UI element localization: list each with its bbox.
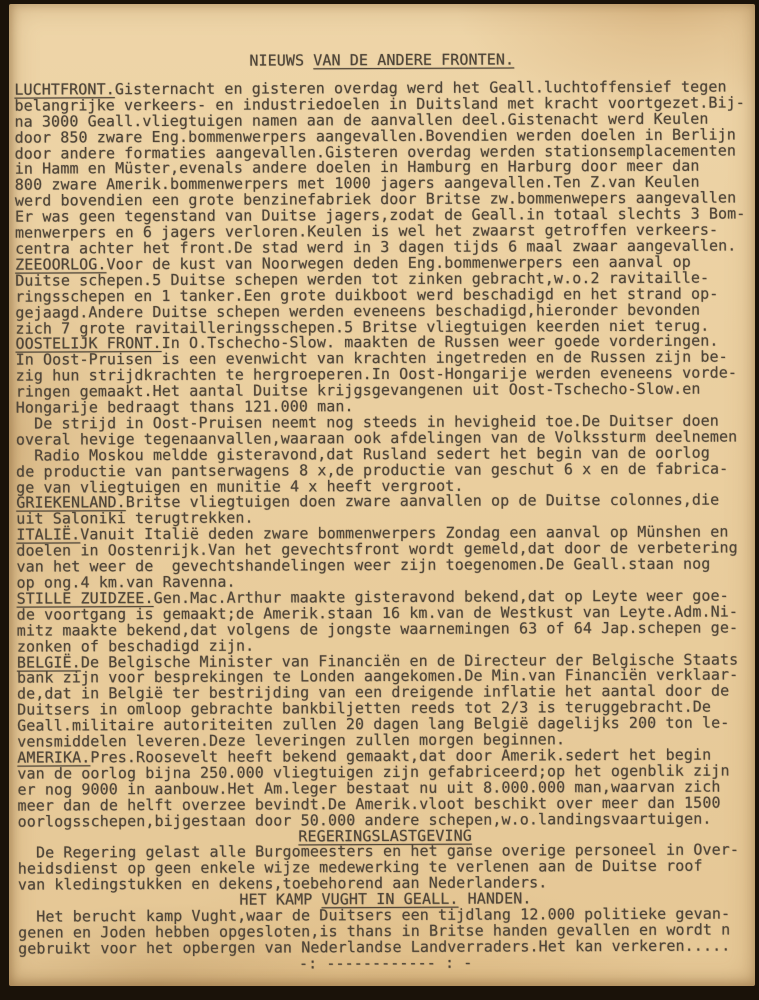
section-heading: GRIEKENLAND. (16, 493, 126, 513)
line-text: gejaagd.Andere Duitse schepen werden eveneens beschadigd,hieronder bevonden (15, 300, 701, 322)
line-text: van kledingstukken en dekens,toebehorend aan Nederlanders. (17, 873, 548, 894)
section-heading: ITALIË. (16, 525, 81, 544)
section-heading: VUGHT IN GEALL. (321, 889, 459, 909)
line-text: genen en Joden hebben opgesloten,is thans in Britse handen gevallen en wordt n (18, 920, 731, 942)
line-text: van de oorlog bijna 250.000 vliegtuigen zijn gefabriceerd;op het ogenblik zijn (17, 761, 730, 783)
section-heading: ZEEOORLOG. (15, 255, 107, 274)
line-text: op ong.4 km.van Ravenna. (16, 572, 236, 592)
line-text: de,dat in België ter bestrijding van een dreigende inflatie het aantal door de (16, 681, 730, 703)
line-text: zig hun strijdkrachten te hergroeperen.In Oost-Hongarije werden eveneens vorde- (15, 363, 737, 385)
line-text: ge van vliegtuigen en munitie 4 x heeft vergroot. (16, 476, 464, 497)
line-text: centra achter het front.De stad werd in 3 dagen tijds 6 maal zwaar aangevallen. (15, 236, 737, 258)
document-title (14, 51, 749, 70)
line-text: De Belgische Minister van Financiën en de Directeur der Belgische Staats (80, 649, 739, 671)
line-text: oorlogsschepen,bijgestaan door 50.000 andere schepen,w.o.landingsvaartuigen. (17, 809, 712, 831)
line-text: Geall.militaire autoriteiten zullen 20 dagen lang België dagelijks 200 ton le- (17, 713, 730, 735)
section-heading: AMERIKA. (17, 748, 91, 767)
line-text: ringen gemaakt.Het aantal Duitse krijgsgevangenen uit Oost-Tschecho-Slow.en (15, 379, 701, 401)
line-text: meer dan de helft overzee bevindt.De Amerik.vloot beschikt over meer dan 1500 (17, 793, 721, 815)
line-text: menwerpers en 6 jagers verloren.Keulen is wel het zwaarst getroffen verkeers- (14, 220, 719, 242)
line-text: er nog 9000 in aanbouw.Het Am.leger bestaat nu uit 8.000.000 man,waarvan zich (17, 777, 721, 799)
line-text: Britse vliegtuigen doen zware aanvallen op de Duitse colonnes,die (125, 491, 720, 512)
section-heading: BELGIË. (16, 652, 81, 672)
line-text: 800 zware Amerik.bommenwerpers met 1000 jagers aangevallen.Ten Z.van Keulen (14, 172, 700, 194)
line-text: in Hamm en Müster,evenals andere doelen in Hamburg en Harburg door meer dan (14, 157, 700, 179)
line-text: belangrijke verkeers- en industriedoelen in Duitsland met kracht voortgezet.Bij- (14, 93, 745, 115)
line-text: De Regering gelast alle Burgomeesters en het ganse overige personeel in Over- (17, 840, 740, 863)
line-text: de productie van pantserwagens 8 x,de productie van geschut 6 x en de fabrica- (15, 459, 729, 481)
line-text: Pres.Roosevelt heeft bekend gemaakt,dat door Amerik.sedert het begin (90, 745, 712, 767)
line-text: de voortgang is gemaakt;de Amerik.staan 16 km.van de Westkust van Leyte.Adm.Ni- (16, 602, 739, 624)
line-text: vensmiddelen leveren.Deze leveringen zullen morgen beginnen. (17, 730, 566, 751)
line-text: Hongarije bedraagt thans 121.000 man. (15, 397, 354, 417)
line-text: In O.Tschecho-Slow. maakten de Russen weer goede vorderingen. (161, 331, 719, 353)
title-underlined-text: VAN DE ANDERE FRONTEN. (313, 50, 515, 70)
line-text: Radio Moskou meldde gisteravond,dat Rusland sedert het begin van de oorlog (15, 443, 710, 465)
line-prefix-text: HET KAMP (239, 890, 322, 909)
line-text: zonken of beschadigd zijn. (16, 636, 255, 656)
line-text: Gisternacht en gisteren overdag werd het Geall.luchtoffensief tegen (114, 77, 727, 99)
line-text: HANDEN. (458, 889, 532, 908)
line-text: bank zijn voor besprekingen te Londen aangekomen.De Min.van Financiën verklaar- (16, 665, 739, 688)
section-heading: LUCHTFRONT. (14, 80, 115, 99)
line-text: na 3000 Geall.vliegtuigen namen aan de aanvallen deel.Gistenacht werd Keulen (14, 109, 709, 131)
line-text: door andere formaties aangevallen.Gisteren overdag werden stationsemplacementen (14, 140, 737, 163)
line-text: mitz maakte bekend,dat volgens de jongste waarnemingen 63 of 64 Jap.schepen ge- (16, 618, 739, 640)
section-heading: REGERINGSLASTGEVING (298, 826, 472, 845)
document-page (9, 4, 755, 986)
section-heading: OOSTELIJK FRONT. (15, 334, 162, 354)
line-text: van het weer de gevechtshandelingen weer zijn toegenomen.De Geall.staan nog (16, 554, 711, 576)
title-plain-text: NIEUWS (249, 51, 314, 70)
line-text: De strijd in Oost-Pruisen neemt nog steeds in hevigheid toe.De Duitser doen (15, 411, 719, 433)
line-text: door 850 zware Eng.bommenwerpers aangevallen.Bovendien werden doelen in Berlijn (14, 125, 736, 147)
line-text: Er was geen tegenstand van Duitse jagers,zodat de Geall.in totaal slechts 3 Bom- (14, 204, 746, 226)
line-text: Het berucht kamp Vught,waar de Duitsers een tijdlang 12.000 politieke gevan- (17, 904, 731, 926)
line-text: Voor de kust van Noorwegen deden Eng.bommenwerpers een aanval op (106, 252, 691, 274)
line-text: Gen.Mac.Arthur maakte gisteravond bekend,dat op Leyte weer goe- (153, 586, 729, 607)
line-text: uit Saloniki terugtrekken. (16, 508, 254, 528)
line-text: zich 7 grote ravitailleringsschepen.5 Britse vliegtuigen keerden niet terug. (15, 316, 710, 338)
document-body (14, 79, 753, 973)
line-text: Duitse schepen.5 Duitse schepen werden tot zinken gebracht,w.o.2 ravitaille- (15, 268, 710, 290)
section-heading: STILLE ZUIDZEE. (16, 588, 154, 608)
line-text: Duitsers in omloop gebrachte bankbiljetten reeds tot 2/3 is teruggebracht.De (17, 697, 712, 719)
line-text: werd bovendien een grote benzinefabriek door Britse zw.bommenwepers aangevallen (14, 188, 737, 210)
line-text: In Oost-Pruisen is een evenwicht van krachten ingetreden en de Russen zijn be- (15, 347, 728, 369)
line-text: -: ------------ : - (298, 953, 473, 973)
line-text: Vanuit Italië deden zware bommenwerpers Zondag een aanval op Münshen en (80, 522, 729, 544)
line-text: doelen in Oostenrijk.Van het gevechtsfront wordt gemeld,dat door de verbetering (16, 538, 738, 560)
line-text: heidsdienst op geen enkele wijze medewerking te verlenen aan de Duitse roof (17, 856, 703, 878)
document-content (9, 2, 759, 987)
line-text: gebruikt voor het opbergen van Nederlandse Landverraders.Het kan verkeren..... (18, 936, 731, 958)
line-text: ringsschepen en 1 tanker.Een grote duikboot werd beschadigd en het strand op- (15, 284, 719, 306)
line-text: overal hevige tegenaanvallen,waaraan ook afdelingen van de Volkssturm deelnemen (15, 427, 738, 449)
